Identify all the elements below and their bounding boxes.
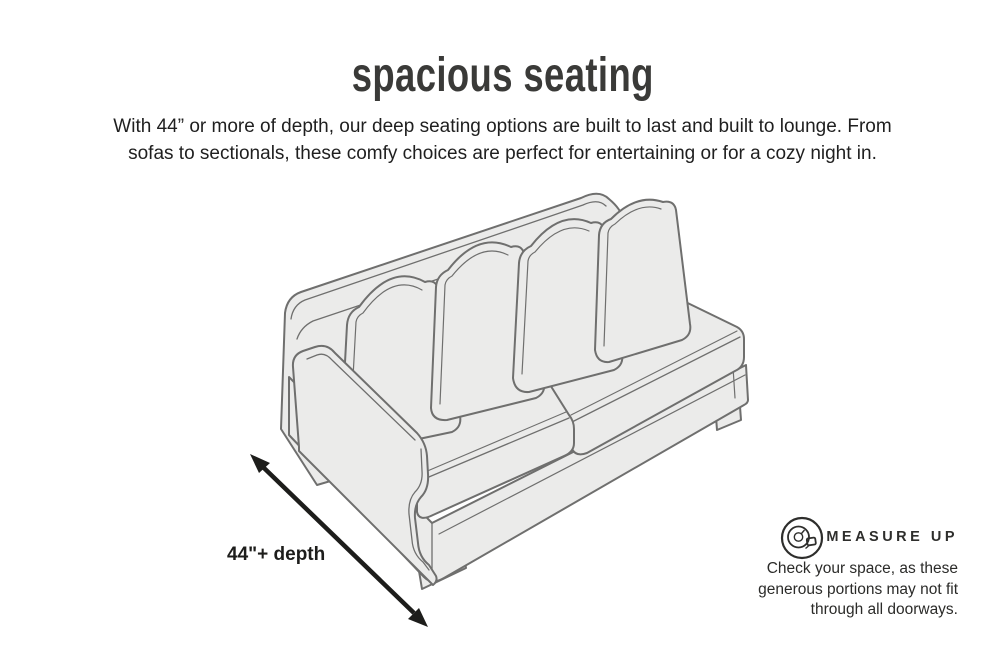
page-title: spacious seating (351, 49, 654, 102)
tape-measure-icon (779, 514, 825, 560)
intro-line-2: sofas to sectionals, these comfy choices are perfect for entertaining or for a cozy night in. (128, 143, 877, 164)
measure-up-note-line-3: through all doorways. (810, 601, 958, 619)
measure-up-note-line-1: Check your space, as these (766, 560, 958, 577)
depth-dimension-label: 44"+ depth (227, 544, 326, 565)
measure-up-heading: MEASURE UP (826, 529, 958, 545)
measure-up-note (757, 559, 958, 621)
measure-up-note-line-2: generous portions may not fit (758, 580, 958, 598)
measure-up-block (757, 512, 958, 642)
page-title-row (0, 50, 1005, 102)
intro-line-1: With 44” or more of depth, our deep seating options are built to last and built to lounge. From (113, 116, 892, 137)
intro-paragraph (0, 113, 1005, 167)
depth-arrow (238, 446, 438, 636)
